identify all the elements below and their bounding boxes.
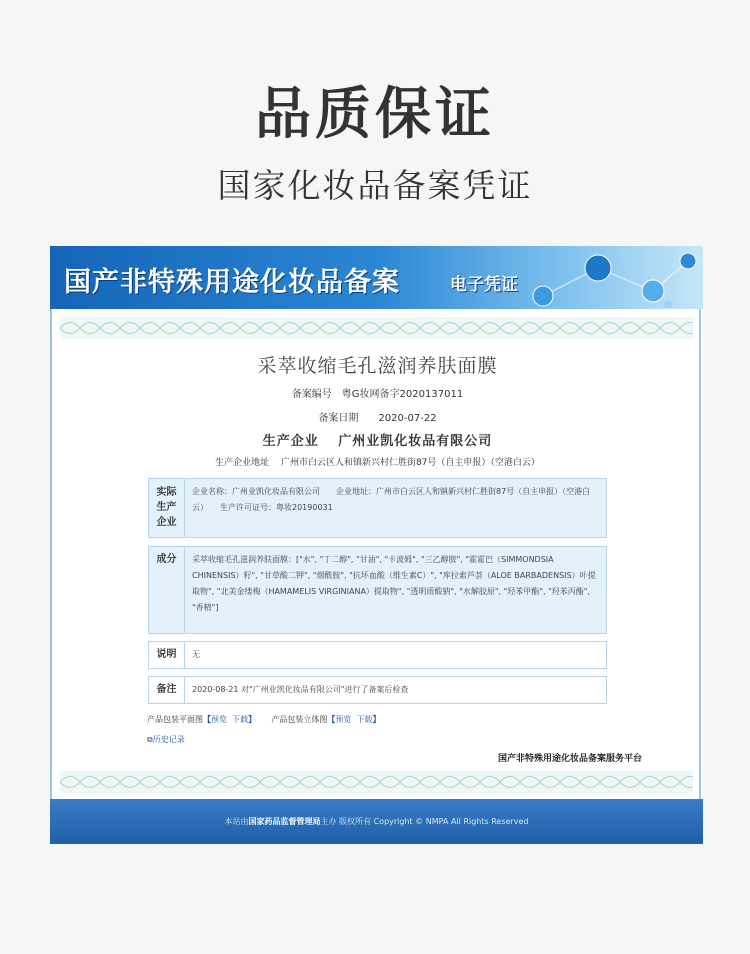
- stereo-download-link[interactable]: 下载: [356, 715, 373, 724]
- certificate-header: [50, 246, 703, 309]
- footer-suffix: 主办 版权所有 Copyright © NMPA All Rights Reserved: [320, 817, 529, 826]
- bracket-open: 【: [327, 715, 336, 724]
- certificate: [50, 246, 703, 844]
- guilloche-top: [60, 317, 693, 339]
- footer-prefix: 本站由: [224, 817, 249, 826]
- producer-address: 生产企业地址 广州市白云区人和镇新兴村仁胜街87号（自主申报）（空港白云）: [215, 458, 540, 468]
- molecule-decoration-icon: [503, 246, 703, 309]
- remark-box: [148, 676, 607, 704]
- flat-preview-link[interactable]: 预览: [211, 715, 227, 724]
- bracket-close: 】: [248, 715, 257, 724]
- history-label: 历史记录: [152, 735, 185, 744]
- guilloche-bottom: [60, 771, 693, 793]
- page-subtitle: 国家化妆品备案凭证: [217, 166, 533, 205]
- ingredients-box: [148, 546, 607, 634]
- history-icon: ⧉: [147, 735, 153, 744]
- producer-name: 生产企业 广州业凯化妆品有限公司: [262, 434, 493, 449]
- filing-date: 备案日期 2020-07-22: [318, 413, 437, 424]
- certificate-body: [50, 309, 701, 799]
- product-name: 采萃收缩毛孔滋润养肤面膜: [257, 355, 498, 377]
- remark-label: 备注: [149, 677, 185, 703]
- package-links: [147, 714, 380, 725]
- ingredients-text: 采萃收缩毛孔滋润养肤面膜：["水", "丁二醇", "甘油", "卡波姆", "三乙醇胺", "霍霍巴（SIMMONDSIA CHINENSIS）籽", "甘草酸二钾", "烟酰胺", "抗坏血酸（维生素C）", "库拉索芦荟（ALOE BARBADENSIS）叶提取物", "北美金缕梅（HAMAMELIS VIRGINIANA）提取物", "透明质酸钠", "水解胶原", "羟苯甲酯", "羟苯丙酯", "香精"]: [192, 555, 596, 612]
- platform-name: 国产非特殊用途化妆品备案服务平台: [498, 754, 643, 764]
- flat-package-label: 产品包装平面图: [147, 715, 203, 724]
- actual-producer-text: 企业名称：广州业凯化妆品有限公司 企业地址：广州市白云区人和镇新兴村仁胜街87号（自主申报）（空港白云） 生产许可证号：粤妆20190031: [192, 487, 591, 512]
- page-title: 品质保证: [255, 82, 495, 147]
- actual-producer-box: [148, 478, 607, 538]
- note-label: 说明: [149, 642, 185, 668]
- actual-producer-label: 实际生产企业: [149, 479, 185, 537]
- header-title: 国产非特殊用途化妆品备案: [64, 267, 400, 298]
- history-link[interactable]: [147, 734, 185, 745]
- flat-download-link[interactable]: 下载: [232, 715, 249, 724]
- stereo-preview-link[interactable]: 预览: [335, 715, 352, 724]
- note-box: [148, 641, 607, 669]
- header-subtitle: 电子凭证: [450, 275, 518, 295]
- bracket-close: 】: [372, 715, 381, 724]
- certificate-footer: [50, 799, 703, 844]
- filing-number: 备案编号 粤G妆网备字2020137011: [291, 389, 464, 400]
- bracket-open: 【: [203, 715, 211, 724]
- stereo-package-label: 产品包装立体图: [271, 715, 328, 724]
- footer-org: 国家药品监督管理局: [248, 817, 321, 826]
- remark-text: 2020-08-21 对"广州业凯化妆品有限公司"进行了备案后检查: [192, 685, 409, 694]
- ingredients-label: 成分: [149, 547, 185, 633]
- note-text: 无: [192, 650, 200, 659]
